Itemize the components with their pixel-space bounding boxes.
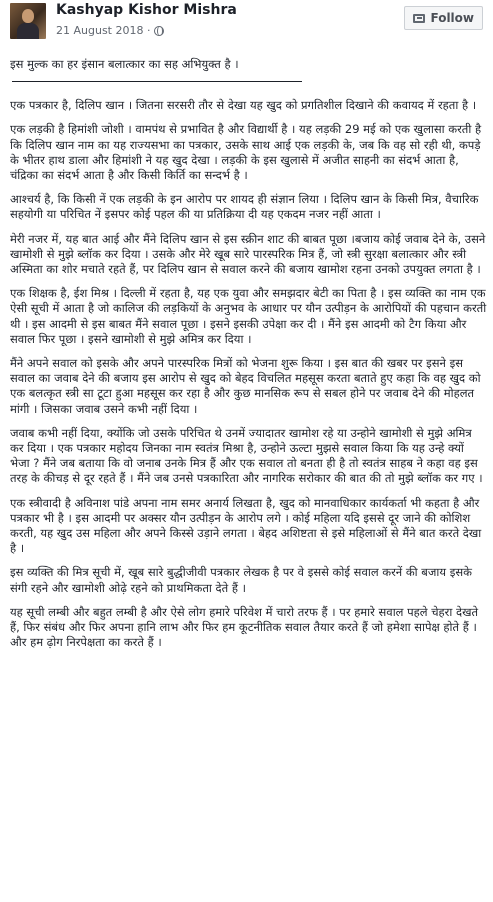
paragraph: एक पत्रकार है, दिलिप खान । जितना सरसरी तौर से देखा यह खुद को प्रगतिशील दिखाने की कवायद में रहता है ।: [10, 98, 477, 113]
author-avatar[interactable]: [10, 3, 46, 39]
paragraph: यह सूची लम्बी और बहुत लम्बी है और ऐसे लोग हमारे परिवेश में चारो तरफ हैं । पर हमारे सवाल पहले चेहरा देखते हैं, फिर संबंध और फिर अपना हानि लाभ और फिर हम कूटनीतिक सवाल तैयार करते हैं जो हमेशा सापेक्ष होते हैं । और हम ढ़ोग निरपेक्षता का करते हैं ।: [10, 604, 479, 650]
post-body: [10, 57, 487, 660]
paragraph: एक शिक्षक है, ईश मिश्र । दिल्ली में रहता है, यह एक युवा और समझदार बेटी का पिता है । इस व्यक्ति का नाम एक ऐसी सूची में आता है जो कालिज की लड़कियों के अनुभव के आधार पर यौन उत्पीड़न के आरोपियों की पहचान करती थी । इस आदमी से इस बाबत मैंने सवाल पूछा । इसने इसकी उपेक्षा कर दी । मैंने इस आदमी को टैग किया और सवाल फिर पूछा । इसने खामोशी से मुझे अमित्र कर दिया ।: [10, 286, 487, 346]
follow-button[interactable]: [404, 6, 483, 30]
paragraph: इस व्यक्ति की मित्र सूची में, खूब सारे बुद्धीजीवी पत्रकार लेखक है पर वे इससे कोई सवाल करनें की बजाय इसके संगी रहने और खामोशी ओढ़े रहने को प्राथमिकता देते हैं ।: [10, 565, 472, 595]
paragraph: एक लड़की है हिमांशी जोशी । वामपंथ से प्रभावित है और विद्यार्थी है । यह लड़की 29 मई को एक खुलासा करती है कि दिलिप खान नाम का यह राज्यसभा का पत्रकार, उसके साथ आई एक लड़की के, जब कि वह सो रही थी, कपड़े के भीतर हाथ डाला और हिमांशी ने यह खुद देखा । लड़की के इस खुलासे में अजीत साहनी का संदर्भ आता है, चंद्रिका का संदर्भ आता है और किसी किर्ति का सन्दर्भ है ।: [10, 122, 482, 183]
post-meta: [56, 24, 164, 37]
paragraph: मैंने अपने सवाल को इसके और अपने पारस्परिक मित्रों को भेजना शुरू किया । इस बात की खबर पर इसने इस सवाल का जवाब देने की बजाय इस आरोप से खुद को बेहद विचलित महसूस करता बताते हुए कहा कि वह खुद को एक बलत्कृत स्त्री सा टूटा हुआ महसूस कर रहा है और कुछ मानसिक रूप से सबल होने पर जवाब देने की मोहलत मांगी । जिसका जवाब उसने कभी नहीं दिया ।: [10, 356, 481, 416]
paragraph: मेरी नजर में, यह बात आई और मैंने दिलिप खान से इस स्क्रीन शाट की बाबत पूछा ।बजाय कोई जवाब देने के, उसने खामोशी से मुझे ब्लॉक कर दिया । उसके और मेरे खूब सारे पारस्परिक मित्र हैं, जो स्त्री सुरक्षा बलात्कार और स्त्री अस्मिता का शोर मचाते रहते हैं, पर दिलिप खान से सवाल करने की बजाय खामोश रहना उनको उपयुक्त लगता है ।: [10, 231, 486, 277]
author-name[interactable]: Kashyap Kishor Mishra: [56, 2, 237, 18]
globe-icon[interactable]: [154, 26, 164, 36]
post-header: [0, 0, 493, 44]
post-date[interactable]: 21 August 2018 ·: [56, 24, 151, 37]
follow-icon: [413, 14, 425, 23]
paragraph: जवाब कभी नहीं दिया, क्योंकि जो उसके परिचित थे उनमें ज्यादातर खामोश रहे या उन्होने खामोशी से मुझे अमित्र कर दिया । एक पत्रकार महोदय जिनका नाम स्वतंत्र मिश्रा है, उन्होने ऊल्टा मुझसे सवाल किया कि यह उन्हे क्यों भेजा ? मैंने जब बताया कि वो जनाब उनके मित्र हैं और एक सवाल तो बनता ही है तो स्वतंत्र साहब ने कहा वह इस तरह के कीचड़ से दूर रहते हैं । मैंने जब उनसे पत्रकारिता और नागरिक सरोकार की बात की तो मुझे ब्लॉक कर गए ।: [10, 425, 483, 486]
paragraph: आश्चर्य है, कि किसी नें एक लड़की के इन आरोप पर शायद ही संज्ञान लिया । दिलिप खान के किसी मित्र, वैचारिक सहयोगी या परिचित नें इसपर कोई पहल की या प्रतिक्रिया दी यह एकदम नजर नहीं आता ।: [10, 192, 479, 222]
avatar-body: [17, 23, 39, 39]
paragraph: एक स्त्रीवादी है अविनाश पांडे अपना नाम समर अनार्य लिखता है, खुद को मानवाधिकार कार्यकर्ता भी कहता है और पत्रकार भी है । इस आदमी पर अक्सर यौन उत्पीड़न के आरोप लगे । कोई महिला यदि इससे दूर जाने की कोशिश करती, यह खुद उस महिला और अपने किस्से उड़ाने लगता । बेहद अशिष्टता से इसे महिलाओं से मैंने बात करते देखा है ।: [10, 495, 482, 556]
divider-line: [12, 81, 302, 82]
follow-label: Follow: [430, 11, 474, 25]
avatar-face: [22, 9, 34, 23]
paragraph: इस मुल्क का हर इंसान बलात्कार का सह अभियुक्त है ।: [10, 57, 239, 71]
